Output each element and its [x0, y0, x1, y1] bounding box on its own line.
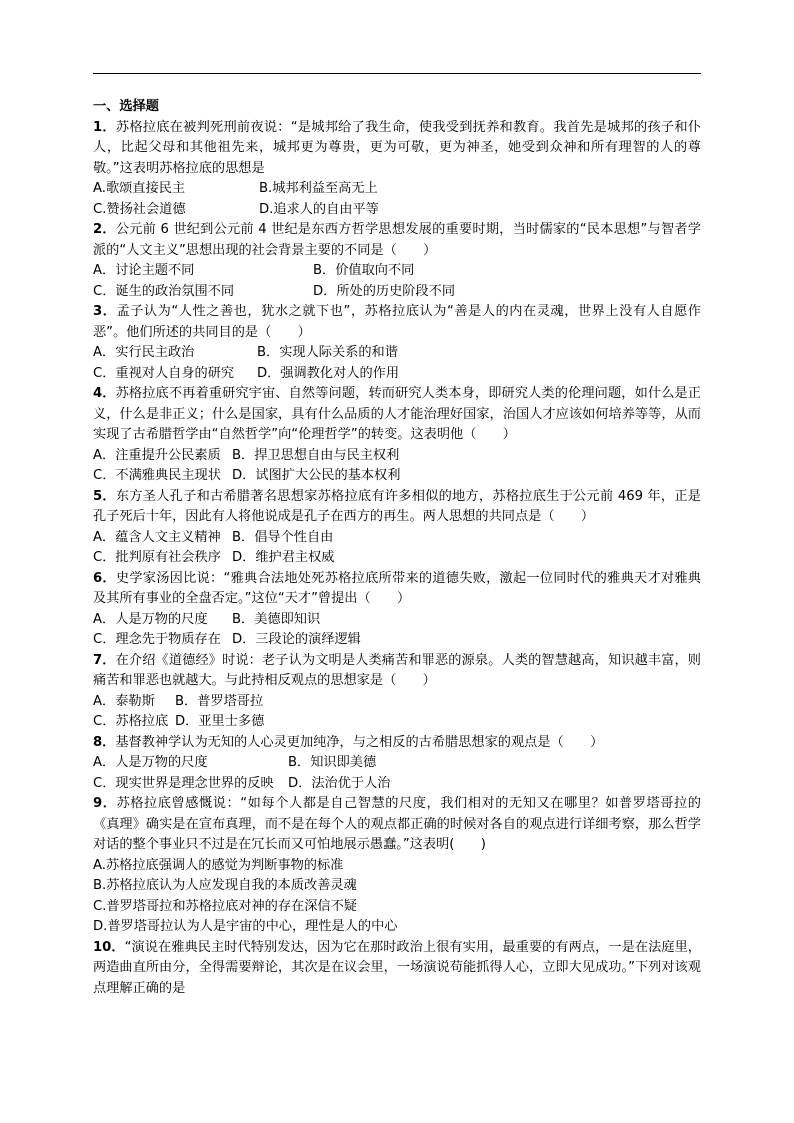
- question-stem: 东方圣人孔子和古希腊著名思想家苏格拉底有许多相似的地方，苏格拉底生于公元前 469 年，正是孔子死后十年，因此有人将他说成是孔子在西方的再生。两人思想的共同点是（ ）: [93, 488, 701, 524]
- question-number: 1．: [93, 119, 116, 135]
- option-c[interactable]: C．重视对人自身的研究: [93, 365, 235, 381]
- question-5: [93, 487, 701, 528]
- question-number: 5．: [93, 488, 116, 504]
- option-a[interactable]: A．实行民主政治: [93, 345, 195, 360]
- option-b[interactable]: B．倡导个性自由: [232, 529, 334, 545]
- question-stem: 基督教神学认为无知的人心灵更加纯净，与之相反的古希腊思想家的观点是（ ）: [115, 734, 604, 750]
- option-d[interactable]: D．维护君主权威: [232, 550, 335, 565]
- option-a[interactable]: A．蕴含人文主义精神: [93, 529, 221, 545]
- question-stem: 公元前 6 世纪到公元前 4 世纪是东西方哲学思想发展的重要时期，当时儒家的“民本思想”与智者学派的“人文主义”思想出现的社会背景主要的不同是（ ）: [93, 222, 701, 258]
- option-d[interactable]: D．三段论的演绎逻辑: [232, 632, 361, 647]
- question-stem: 孟子认为“人性之善也，犹水之就下也”，苏格拉底认为“善是人的内在灵魂，世界上没有人自愿作恶”。他们所述的共同目的是（ ）: [93, 304, 701, 340]
- question-number: 7．: [93, 652, 116, 668]
- option-c[interactable]: C．理念先于物质存在: [93, 632, 221, 647]
- option-a[interactable]: A.苏格拉底强调人的感觉为判断事物的标准: [93, 857, 344, 873]
- question-8: [93, 733, 701, 754]
- option-a[interactable]: A．人是万物的尺度: [93, 611, 208, 627]
- option-b[interactable]: B.苏格拉底认为人应发现自我的本质改善灵魂: [93, 878, 357, 893]
- question-number: 2．: [93, 222, 116, 237]
- option-b[interactable]: B．美德即知识: [232, 611, 321, 627]
- section-title: 一、选择题: [93, 99, 159, 114]
- option-d[interactable]: D．试图扩大公民的基本权利: [232, 468, 401, 483]
- option-row: [93, 364, 701, 385]
- option-row: [93, 200, 701, 221]
- option-a[interactable]: A．注重提升公民素质: [93, 447, 221, 463]
- document-body: [93, 97, 701, 999]
- question-10: [93, 938, 701, 1000]
- option-row: [93, 179, 701, 200]
- option-d[interactable]: D．强调教化对人的作用: [257, 365, 400, 381]
- option-b[interactable]: B.城邦利益至高无上: [259, 181, 378, 196]
- option-d[interactable]: D．亚里士多德: [175, 714, 265, 729]
- question-3: [93, 302, 701, 343]
- option-d[interactable]: D．所处的历史阶段不同: [313, 283, 456, 299]
- option-row: [93, 466, 701, 487]
- option-b[interactable]: B．捍卫思想自由与民主权利: [232, 447, 400, 463]
- option-d[interactable]: D．法治优于人治: [288, 775, 391, 791]
- option-b[interactable]: B．实现人际关系的和谐: [257, 345, 398, 360]
- option-row: [93, 630, 701, 651]
- question-9: [93, 794, 701, 856]
- option-row: [93, 261, 701, 282]
- question-stem: 苏格拉底曾感慨说：“如每个人都是自己智慧的尺度，我们相对的无知又在哪里？如普罗塔哥拉的《真理》确实是在宣布真理，而不是在每个人的观点都正确的时候对各自的观点进行详细考察，那么哲学对话的整个事业只不过是在冗长而又可怕地展示愚蠢。”这表明( ): [93, 796, 701, 852]
- option-row: [93, 774, 701, 795]
- question-stem: 苏格拉底不再着重研究宇宙、自然等问题，转而研究人类本身，即研究人类的伦理问题，如什么是正义，什么是非正义；什么是国家，具有什么品质的人才能治理好国家，治国人才应该如何培养等等，从而实现了古希腊哲学由“自然哲学”向“伦理哲学”的转变。这表明他（ ）: [93, 386, 701, 442]
- question-number: 6．: [93, 570, 116, 586]
- option-row: [93, 610, 701, 631]
- option-a[interactable]: A．人是万物的尺度: [93, 755, 208, 770]
- option-b[interactable]: B．价值取向不同: [313, 263, 415, 278]
- question-stem: 在介绍《道德经》时说：老子认为文明是人类痛苦和罪恶的源泉。人类的智慧越高，知识越丰富，则痛苦和罪恶也就越大。与此持相反观点的思想家是（ ）: [93, 652, 701, 688]
- option-row: [93, 446, 701, 467]
- option-b[interactable]: B．知识即美德: [288, 755, 377, 770]
- option-row: [93, 343, 701, 364]
- option-d[interactable]: D.普罗塔哥拉认为人是宇宙的中心，理性是人的中心: [93, 919, 398, 934]
- option-row: [93, 753, 701, 774]
- option-row: [93, 528, 701, 549]
- question-number: 8．: [93, 734, 116, 750]
- option-c[interactable]: C．苏格拉底: [93, 714, 169, 729]
- option-a[interactable]: A．泰勒斯: [93, 693, 155, 709]
- question-stem: “演说在雅典民主时代特别发达，因为它在那时政治上很有实用，最重要的有两点，一是在法庭里，两造曲直所由分，全得需要辩论，其次是在议会里，一场演说苟能抓得人心，立即大见成功。”下列对该观点理解正确的是: [93, 939, 701, 996]
- option-row: [93, 282, 701, 303]
- question-stem: 史学家汤因比说：“雅典合法地处死苏格拉底所带来的道德失败，激起一位同时代的雅典天才对雅典及其所有事业的全盘否定。”这位“天才”曾提出（ ）: [93, 570, 701, 606]
- option-c[interactable]: C．诞生的政治氛围不同: [93, 283, 235, 299]
- question-6: [93, 569, 701, 610]
- question-1: [93, 118, 701, 180]
- header-rule: [93, 73, 701, 74]
- question-number: 10．: [93, 939, 125, 955]
- option-row: [93, 692, 701, 713]
- question-2: [93, 220, 701, 261]
- question-number: 4．: [93, 386, 116, 401]
- option-a[interactable]: A.歌颂直接民主: [93, 181, 186, 196]
- option-c[interactable]: C．不满雅典民主现状: [93, 468, 221, 483]
- question-number: 3．: [93, 304, 117, 319]
- question-number: 9．: [93, 796, 117, 811]
- question-4: [93, 384, 701, 446]
- option-b[interactable]: B．普罗塔哥拉: [175, 693, 264, 709]
- option-a[interactable]: A．讨论主题不同: [93, 263, 195, 278]
- option-c[interactable]: C．批判原有社会秩序: [93, 550, 221, 565]
- option-c[interactable]: C.赞扬社会道德: [93, 201, 186, 217]
- option-row: [93, 712, 701, 733]
- question-7: [93, 651, 701, 692]
- option-row: [93, 548, 701, 569]
- option-c[interactable]: C．现实世界是理念世界的反映: [93, 775, 274, 791]
- option-d[interactable]: D.追求人的自由平等: [259, 201, 379, 217]
- option-c[interactable]: C.普罗塔哥拉和苏格拉底对神的存在深信不疑: [93, 898, 357, 914]
- question-stem: 苏格拉底在被判死刑前夜说：“是城邦给了我生命，使我受到抚养和教育。我首先是城邦的孩子和仆人，比起父母和其他祖先来，城邦更为尊贵，更为可敬，更为神圣，她受到众神和所有理智的人的尊敬。”这表明苏格拉底的思想是: [93, 119, 701, 176]
